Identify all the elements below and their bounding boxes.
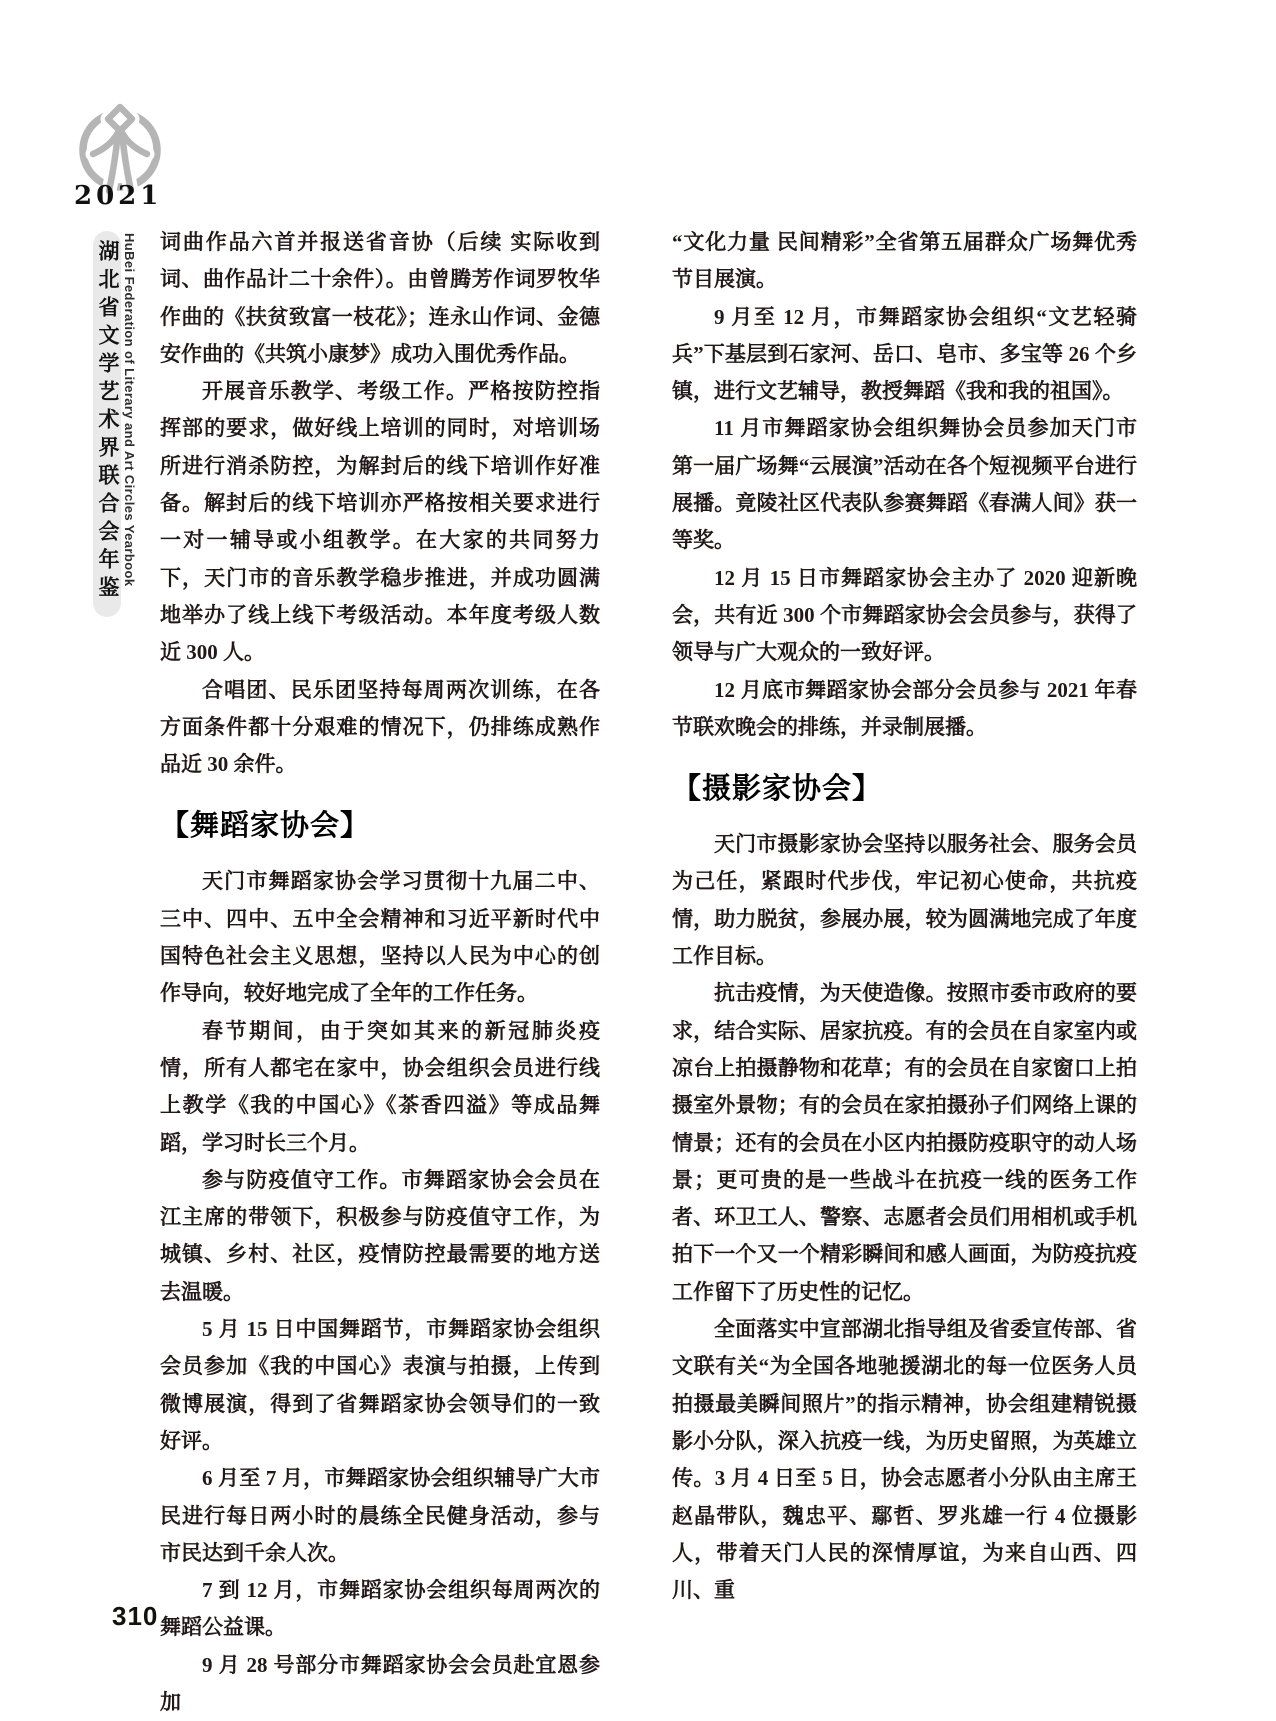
paragraph: 12 月 15 日市舞蹈家协会主办了 2020 迎新晚会，共有近 300 个市舞蹈家协会会员参与，获得了领导与广大观众的一致好评。 bbox=[672, 565, 1137, 665]
paragraph: 12 月底市舞蹈家协会部分会员参与 2021 年春节联欢晚会的排练，并录制展播。 bbox=[672, 677, 1137, 739]
paragraph: 天门市摄影家协会坚持以服务社会、服务会员为己任，紧跟时代步伐，牢记初心使命，共抗疫情，助力脱贫，参展办展，较为圆满地完成了年度工作目标。 bbox=[672, 832, 1137, 969]
paragraph: 全面落实中宣部湖北指导组及省委宣传部、省文联有关“为全国各地驰援湖北的每一位医务人员拍摄最美瞬间照片”的指示精神，协会组建精锐摄影小分队，深入抗疫一线，为历史留照，为英雄立传。3 月 4 日至 5 日，协会志愿者小分队由主席王赵晶带队，魏忠平、鄢哲、罗兆雄一行 4 位摄影人，带着天门人民的深情厚谊，为来自山西、四川、重 bbox=[672, 1317, 1137, 1603]
section-heading-dancers-association: 【舞蹈家协会】 bbox=[160, 810, 371, 843]
paragraph: 合唱团、民乐团坚持每周两次训练，在各方面条件都十分艰难的情况下，仍排练成熟作品近 30 余件。 bbox=[160, 677, 600, 777]
text-column-left bbox=[160, 224, 600, 1721]
section-heading-photographers-association: 【摄影家协会】 bbox=[672, 773, 883, 806]
paragraph: 7 到 12 月，市舞蹈家协会组织每周两次的舞蹈公益课。 bbox=[160, 1578, 600, 1640]
sidebar-title-en: HuBei Federation of Literary and Art Circles Yearbook bbox=[122, 233, 137, 587]
sidebar-title-zh: 湖北省文学艺术界联合会年鉴 bbox=[96, 240, 119, 604]
page-number: 310 bbox=[112, 1601, 159, 1631]
paragraph: 春节期间，由于突如其来的新冠肺炎疫情，所有人都宅在家中，协会组织会员进行线上教学《我的中国心》《茶香四溢》等成品舞蹈，学习时长三个月。 bbox=[160, 1018, 600, 1155]
paragraph: 9 月 28 号部分市舞蹈家协会会员赴宜恩参加 bbox=[160, 1652, 600, 1714]
paragraph: 天门市舞蹈家协会学习贯彻十九届二中、三中、四中、五中全会精神和习近平新时代中国特色社会主义思想，坚持以人民为中心的创作导向，较好地完成了全年的工作任务。 bbox=[160, 869, 600, 1006]
paragraph: 开展音乐教学、考级工作。严格按防控指挥部的要求，做好线上培训的同时，对培训场所进行消杀防控，为解封后的线下培训作好准备。解封后的线下培训亦严格按相关要求进行一对一辅导或小组教学。在大家的共同努力下，天门市的音乐教学稳步推进，并成功圆满地举办了线上线下考级活动。本年度考级人数近 300 人。 bbox=[160, 379, 600, 665]
paragraph: 5 月 15 日中国舞蹈节，市舞蹈家协会组织会员参加《我的中国心》表演与拍摄，上传到微博展演，得到了省舞蹈家协会领导们的一致好评。 bbox=[160, 1317, 600, 1453]
masthead-year: 2021 bbox=[74, 181, 163, 211]
sidebar-title-strip bbox=[93, 231, 121, 617]
text-column-right bbox=[672, 224, 1137, 1609]
paragraph: 抗击疫情，为天使造像。按照市委市政府的要求，结合实际、居家抗疫。有的会员在自家室内或凉台上拍摄静物和花草；有的会员在自家窗口上拍摄室外景物；有的会员在家拍摄孙子们网络上课的情景；还有的会员在小区内拍摄防疫职守的动人场景；更可贵的是一些战斗在抗疫一线的医务工作者、环卫工人、警察、志愿者会员们用相机或手机拍下一个又一个精彩瞬间和感人画面，为防疫抗疫工作留下了历史性的记忆。 bbox=[672, 981, 1137, 1304]
paragraph: 6 月至 7 月，市舞蹈家协会组织辅导广大市民进行每日两小时的晨练全民健身活动，参与市民达到千余人次。 bbox=[160, 1466, 600, 1565]
paragraph: 11 月市舞蹈家协会组织舞协会员参加天门市第一届广场舞“云展演”活动在各个短视频平台进行展播。竟陵社区代表队参赛舞蹈《春满人间》获一等奖。 bbox=[672, 416, 1137, 553]
paragraph: 9 月至 12 月，市舞蹈家协会组织“文艺轻骑兵”下基层到石家河、岳口、皂市、多宝等 26 个乡镇，进行文艺辅导，教授舞蹈《我和我的祖国》。 bbox=[672, 304, 1137, 404]
paragraph: 词曲作品六首并报送省音协（后续 实际收到词、曲作品计二十余件）。由曾腾芳作词罗牧华作曲的《扶贫致富一枝花》；连永山作词、金德安作曲的《共筑小康梦》成功入围优秀作品。 bbox=[160, 230, 600, 366]
paragraph: 参与防疫值守工作。市舞蹈家协会会员在江主席的带领下，积极参与防疫值守工作，为城镇、乡村、社区，疫情防控最需要的地方送去温暖。 bbox=[160, 1167, 600, 1304]
paragraph: “文化力量 民间精彩”全省第五届群众广场舞优秀节目展演。 bbox=[672, 230, 1137, 292]
